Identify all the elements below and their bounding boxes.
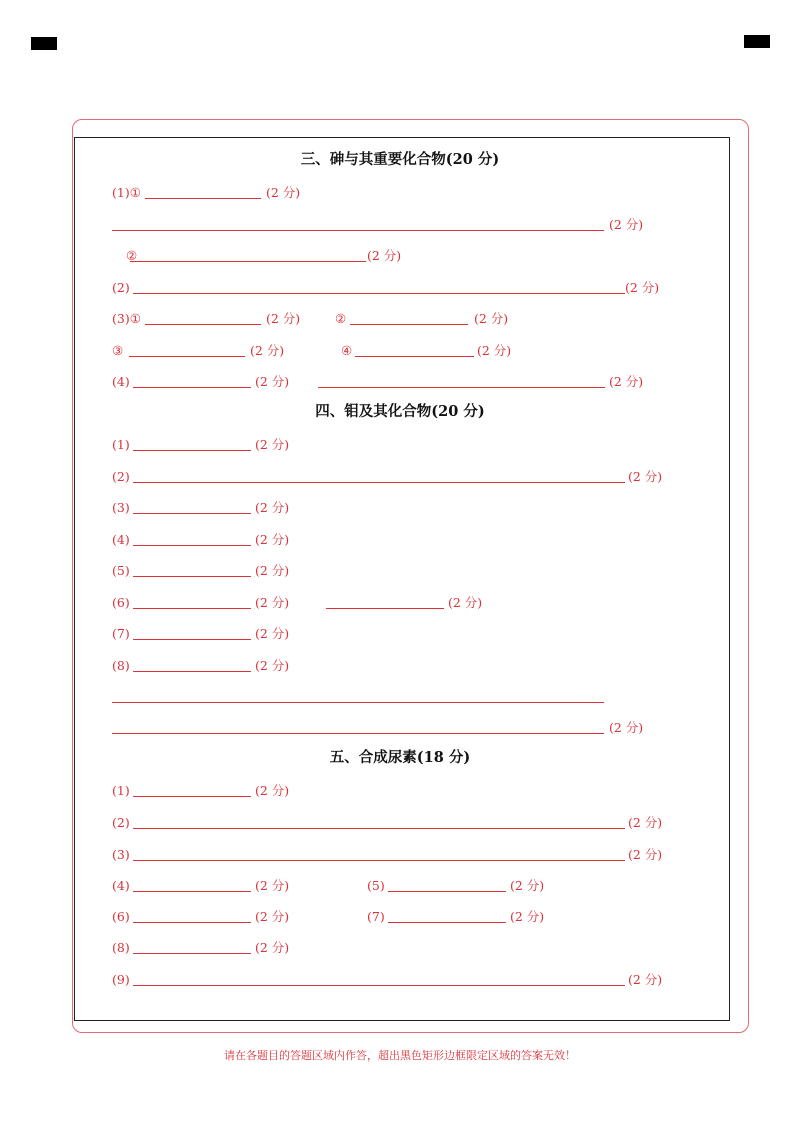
answer-blank[interactable] (133, 608, 251, 609)
answer-blank[interactable] (388, 922, 506, 923)
question-label: ② (126, 248, 138, 263)
answer-blank[interactable] (326, 608, 444, 609)
answer-row (112, 309, 652, 329)
score-label: (2 分) (510, 909, 545, 924)
answer-row (112, 341, 652, 361)
question-label: (4) (112, 532, 130, 547)
answer-row (112, 970, 672, 990)
question-label: ② (335, 311, 347, 326)
footer-note: 请在各题目的答题区域内作答，超出黑色矩形边框限定区域的答案无效！ (224, 1049, 576, 1062)
score-label: (2 分) (255, 500, 290, 515)
question-label: (5) (112, 563, 130, 578)
answer-blank[interactable] (133, 891, 251, 892)
answer-row (112, 656, 312, 676)
answer-blank[interactable] (112, 702, 604, 703)
question-label: (3) (112, 500, 130, 515)
question-label: (7) (367, 909, 385, 924)
question-label: (2) (112, 815, 130, 830)
score-label: (2 分) (255, 909, 290, 924)
question-label: ③ (112, 343, 124, 358)
question-label: (1) (112, 437, 130, 452)
answer-blank[interactable] (133, 545, 251, 546)
score-label: (2 分) (266, 311, 301, 326)
score-label: (2 分) (628, 815, 663, 830)
score-label: (2 分) (477, 343, 512, 358)
answer-row (112, 530, 312, 550)
question-label: (8) (112, 658, 130, 673)
question-label: (4) (112, 878, 130, 893)
score-label: (2 分) (255, 532, 290, 547)
answer-row (112, 687, 612, 707)
answer-blank[interactable] (133, 576, 251, 577)
answer-blank[interactable] (133, 450, 251, 451)
answer-row (112, 907, 562, 927)
score-label: (2 分) (255, 878, 290, 893)
score-label: (2 分) (628, 847, 663, 862)
answer-blank[interactable] (129, 356, 245, 357)
registration-mark-left (31, 37, 57, 50)
question-label: ④ (341, 343, 353, 358)
question-label: (6) (112, 909, 130, 924)
answer-blank[interactable] (318, 387, 605, 388)
answer-row (112, 781, 312, 801)
answer-row (112, 718, 652, 738)
answer-blank[interactable] (133, 828, 625, 829)
answer-blank[interactable] (133, 293, 625, 294)
question-label: (6) (112, 595, 130, 610)
answer-blank[interactable] (133, 985, 625, 986)
answer-blank[interactable] (133, 639, 251, 640)
answer-blank[interactable] (388, 891, 506, 892)
score-label: (2 分) (367, 248, 402, 263)
answer-blank[interactable] (133, 860, 625, 861)
score-label: (2 分) (625, 280, 660, 295)
question-label: (8) (112, 940, 130, 955)
question-label: (1) (112, 783, 130, 798)
registration-mark-right (744, 35, 770, 48)
section-title: 五、合成尿素(18 分) (329, 749, 471, 766)
score-label: (2 分) (250, 343, 285, 358)
answer-blank[interactable] (350, 324, 468, 325)
answer-blank[interactable] (133, 922, 251, 923)
answer-row (112, 593, 512, 613)
question-label: (5) (367, 878, 385, 893)
answer-blank[interactable] (145, 198, 261, 199)
answer-row (112, 876, 562, 896)
answer-row (112, 467, 672, 487)
answer-blank[interactable] (133, 796, 251, 797)
answer-row (112, 246, 652, 266)
answer-row (112, 498, 312, 518)
score-label: (2 分) (255, 783, 290, 798)
score-label: (2 分) (255, 658, 290, 673)
question-label: (4) (112, 374, 130, 389)
answer-row (112, 372, 652, 392)
answer-blank[interactable] (133, 513, 251, 514)
question-label: (2) (112, 280, 130, 295)
score-label: (2 分) (266, 185, 301, 200)
score-label: (2 分) (255, 626, 290, 641)
question-label: (1)① (112, 185, 141, 200)
score-label: (2 分) (628, 972, 663, 987)
score-label: (2 分) (609, 374, 644, 389)
score-label: (2 分) (628, 469, 663, 484)
score-label: (2 分) (255, 595, 290, 610)
section-title: 四、钼及其化合物(20 分) (315, 403, 485, 420)
answer-blank[interactable] (133, 387, 251, 388)
section-title: 三、砷与其重要化合物(20 分) (300, 151, 500, 168)
score-label: (2 分) (609, 720, 644, 735)
answer-row (112, 215, 652, 235)
answer-row (112, 938, 312, 958)
score-label: (2 分) (609, 217, 644, 232)
answer-blank[interactable] (112, 733, 604, 734)
answer-blank[interactable] (133, 671, 251, 672)
question-label: (3)① (112, 311, 141, 326)
answer-row (112, 813, 672, 833)
score-label: (2 分) (255, 940, 290, 955)
answer-row (112, 183, 652, 203)
answer-row (112, 278, 672, 298)
score-label: (2 分) (255, 563, 290, 578)
answer-row (112, 624, 312, 644)
answer-blank[interactable] (130, 261, 366, 262)
answer-row (112, 845, 672, 865)
answer-blank[interactable] (133, 953, 251, 954)
question-label: (9) (112, 972, 130, 987)
question-label: (2) (112, 469, 130, 484)
question-label: (7) (112, 626, 130, 641)
question-label: (3) (112, 847, 130, 862)
answer-row (112, 435, 312, 455)
score-label: (2 分) (255, 437, 290, 452)
answer-blank[interactable] (355, 356, 474, 357)
score-label: (2 分) (474, 311, 509, 326)
answer-row (112, 561, 312, 581)
answer-blank[interactable] (112, 230, 604, 231)
score-label: (2 分) (448, 595, 483, 610)
score-label: (2 分) (255, 374, 290, 389)
answer-blank[interactable] (133, 482, 625, 483)
score-label: (2 分) (510, 878, 545, 893)
answer-blank[interactable] (145, 324, 261, 325)
